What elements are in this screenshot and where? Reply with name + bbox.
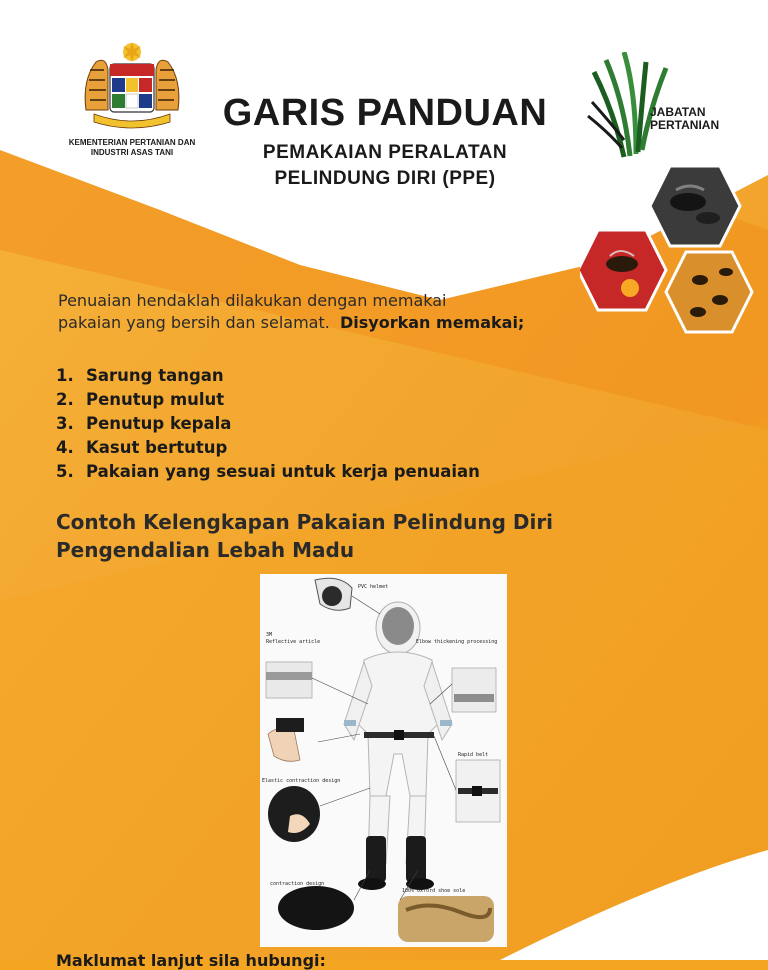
department-name [650,106,719,132]
belt-inset [456,760,500,822]
label-reflective-brand: 3M [266,632,273,638]
label-reflective: Reflective article [266,639,321,645]
list-item [56,436,480,460]
gloves-inset [264,714,318,766]
section-heading-line1: Contoh Kelengkapan Pakaian Pelindung Diri [56,510,554,534]
reflective-sleeve-inset [266,662,312,698]
list-item-text: Penutup kepala [86,414,232,433]
intro-recommendation: Disyorkan memakai; [340,313,525,332]
list-item-number: 1. [56,366,74,385]
bee-swarm-photo [650,166,740,246]
department-name-line2: PERTANIAN [650,118,720,132]
page-title: GARIS PANDUAN [222,92,548,134]
ministry-logo [62,40,202,158]
footer-contact-text: Maklumat lanjut sila hubungi: [56,951,326,970]
list-item-number: 2. [56,390,74,409]
department-name-line1: JABATAN [650,105,706,119]
list-item-text: Penutup mulut [86,390,225,409]
ministry-name [62,138,202,158]
ministry-name-line2: INDUSTRI ASAS TANI [90,148,174,157]
label-belt: Rapid belt [458,752,489,758]
subtitle-line2: PELINDUNG DIRI (PPE) [274,168,496,189]
list-item [56,460,480,484]
list-item-number: 3. [56,414,74,433]
list-item [56,364,480,388]
label-elbow: Elbow thickening processing [416,639,498,645]
list-item [56,388,480,412]
list-item-text: Kasut bertutup [86,438,228,457]
label-shoe-sole: 100% Oxford shoe sole [402,888,466,894]
intro-paragraph [58,290,618,334]
intro-line1: Penuaian hendaklah dilakukan dengan memakai [58,291,447,310]
intro-line2 [58,312,618,334]
coat-of-arms-icon [72,40,192,132]
intro-line2-normal: pakaian yang bersih dan selamat. [58,313,330,332]
list-item [56,412,480,436]
list-item-text: Pakaian yang sesuai untuk kerja penuaian [86,462,480,481]
section-heading [56,508,676,564]
list-item-text: Sarung tangan [86,366,224,385]
page-subtitle [212,140,558,192]
elbow-inset [452,668,496,712]
elastic-inset [268,786,320,842]
label-elastic: Elastic contraction design [262,778,341,784]
ministry-name-line1: KEMENTERIAN PERTANIAN DAN [68,138,196,147]
list-item-number: 5. [56,462,74,481]
bee-honeycomb-photo [666,252,752,332]
ppe-list [56,364,480,484]
department-logo [584,52,744,162]
beekeeping-suit-photo [260,574,507,947]
label-helmet: PVC helmet [358,584,389,590]
label-contraction: contraction design [270,881,325,887]
section-heading-line2: Pengendalian Lebah Madu [56,538,355,562]
subtitle-line1: PEMAKAIAN PERALATAN [262,142,508,163]
bee-suit-illustration [260,574,507,947]
list-item-number: 4. [56,438,74,457]
